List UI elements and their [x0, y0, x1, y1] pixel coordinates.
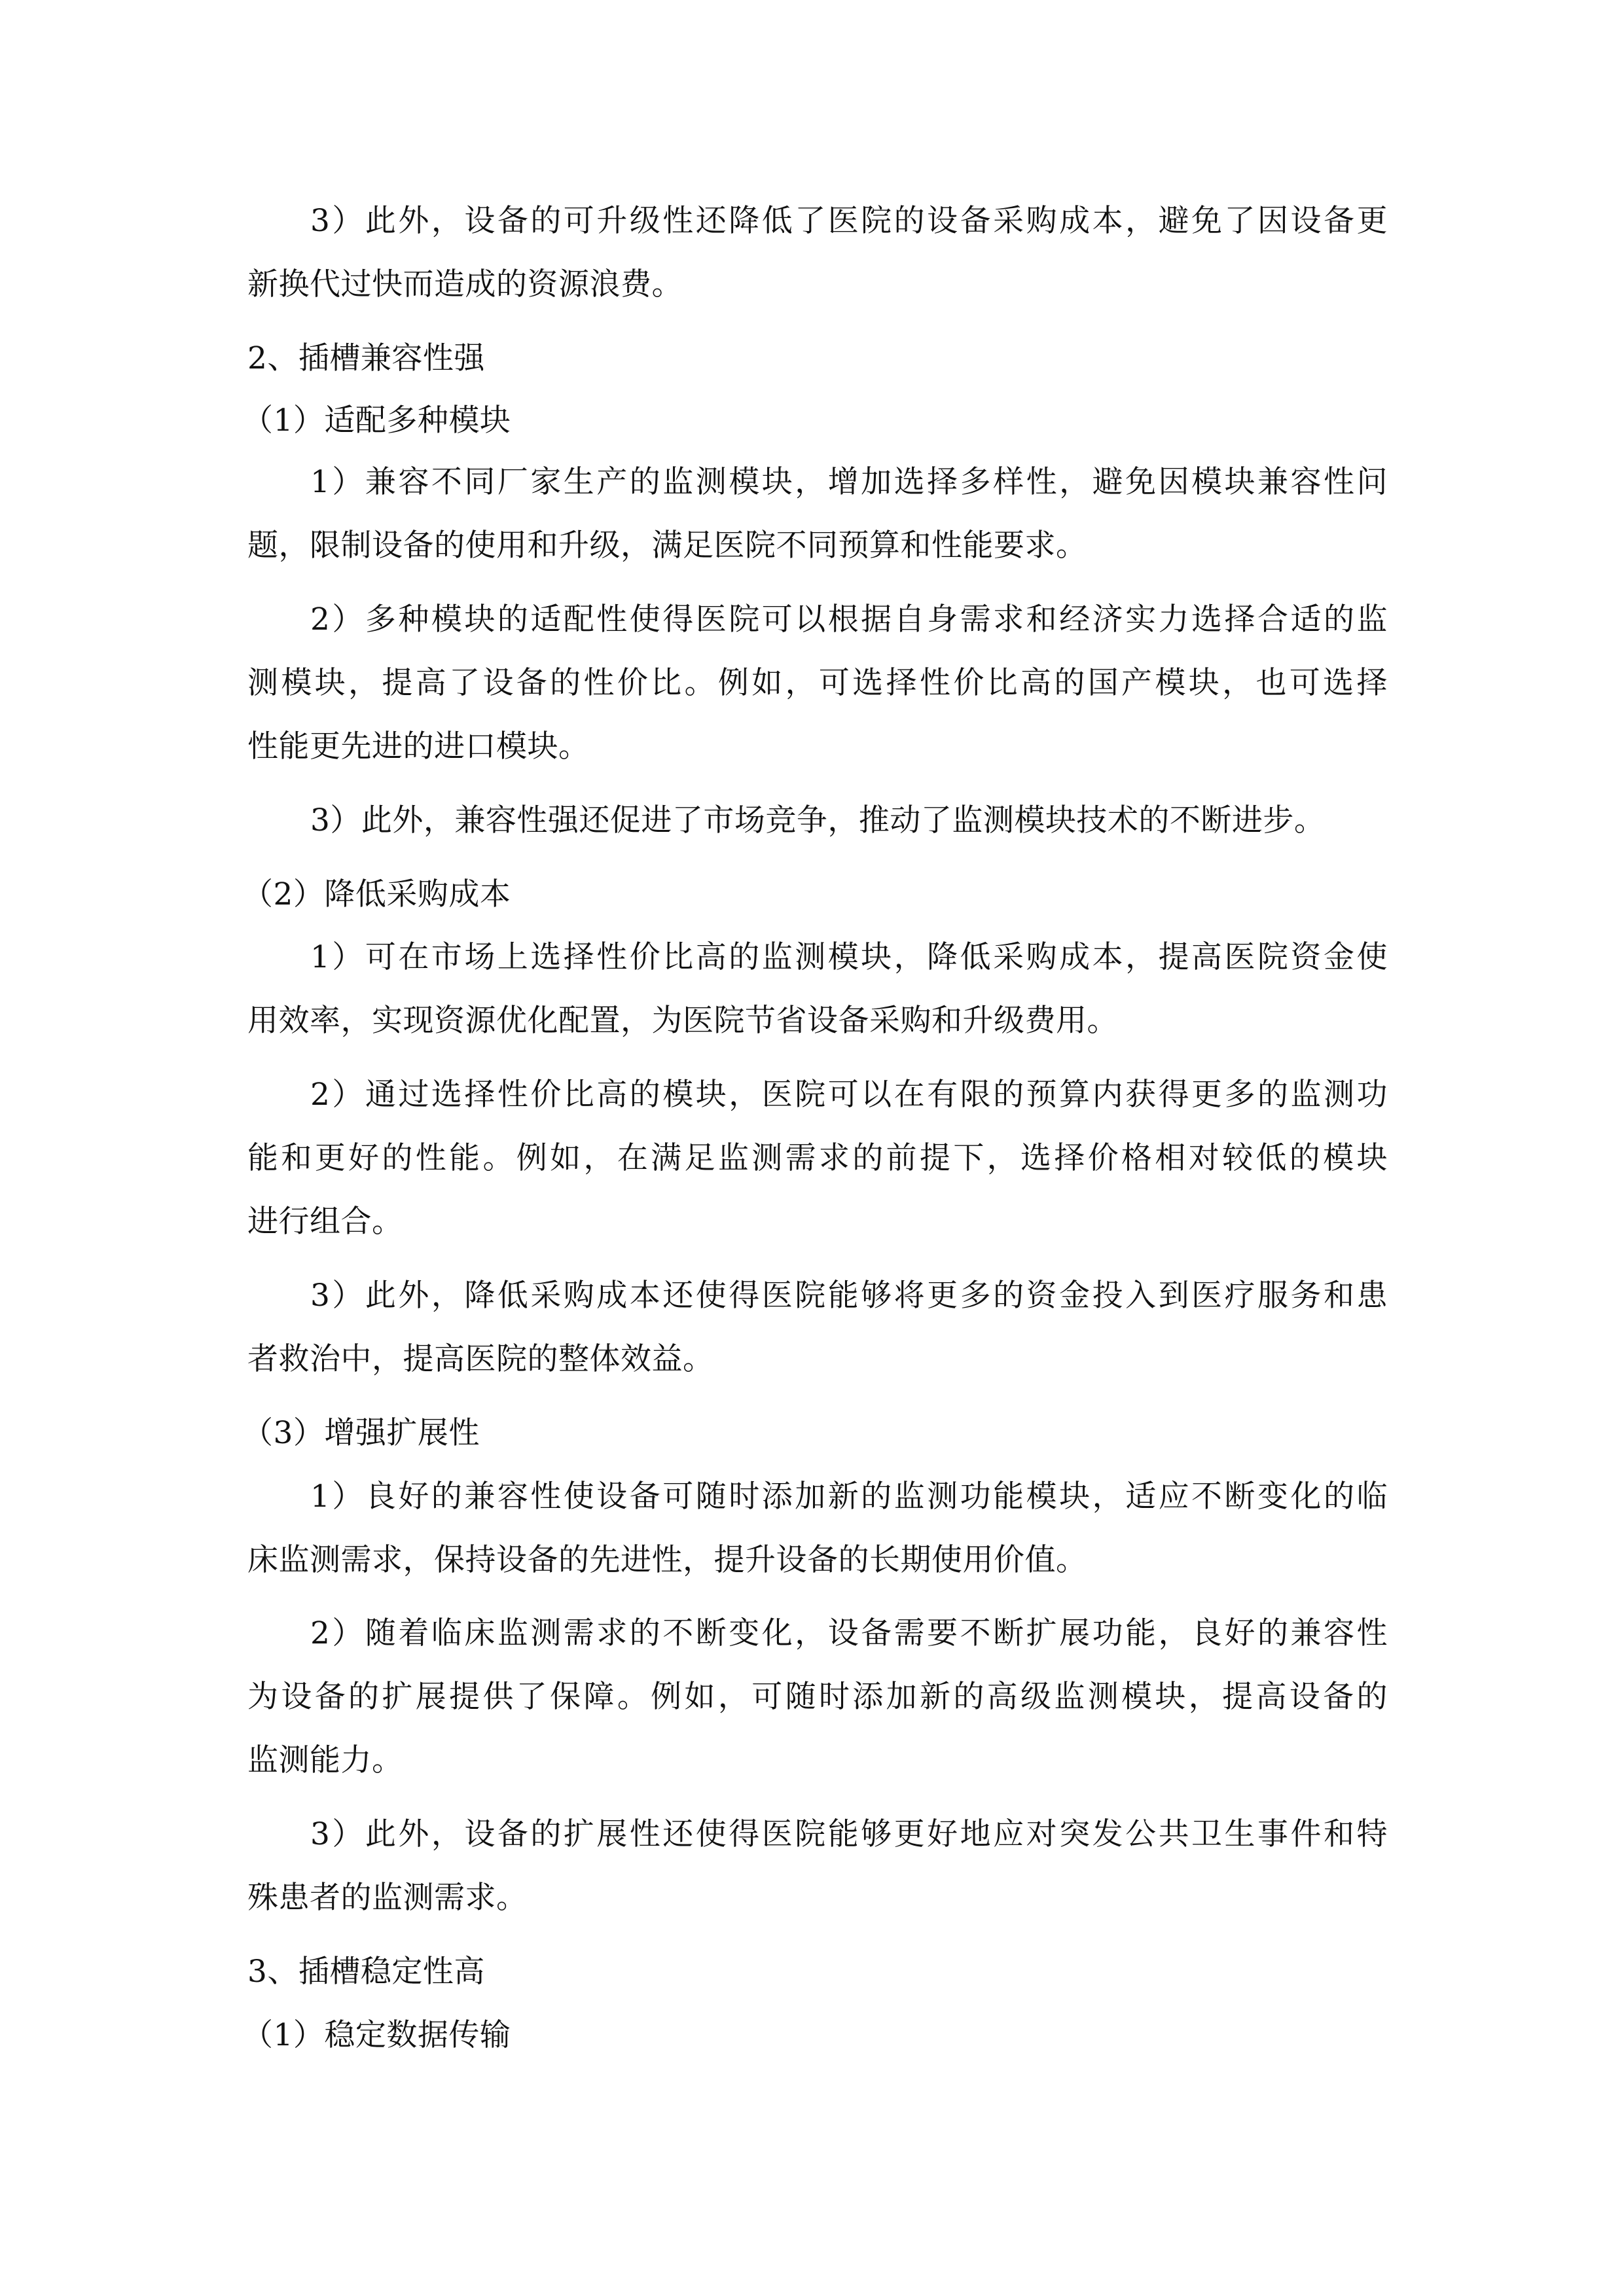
paragraph-line: 3）此外，降低采购成本还使得医院能够将更多的资金投入到医疗服务和患	[310, 1278, 1388, 1314]
paragraph-line: 2）通过选择性价比高的模块，医院可以在有限的预算内获得更多的监测功	[310, 1077, 1388, 1113]
subsection-heading-reduce-cost: （2）降低采购成本	[242, 876, 511, 912]
paragraph-line: 2）多种模块的适配性使得医院可以根据自身需求和经济实力选择合适的监	[310, 601, 1388, 637]
paragraph-line: 测模块，提高了设备的性价比。例如，可选择性价比高的国产模块，也可选择	[247, 665, 1388, 701]
paragraph-line: 新换代过快而造成的资源浪费。	[247, 266, 683, 302]
subsection-heading-extensibility: （3）增强扩展性	[242, 1415, 480, 1451]
paragraph-line: 1）良好的兼容性使设备可随时添加新的监测功能模块，适应不断变化的临	[310, 1479, 1388, 1515]
paragraph-line: 3）此外，兼容性强还促进了市场竞争，推动了监测模块技术的不断进步。	[310, 802, 1326, 838]
subsection-heading-stable-transmission: （1）稳定数据传输	[242, 2017, 511, 2053]
paragraph-line: 3）此外，设备的可升级性还降低了医院的设备采购成本，避免了因设备更	[310, 203, 1388, 239]
paragraph-line: 者救治中，提高医院的整体效益。	[247, 1341, 714, 1377]
paragraph-line: 3）此外，设备的扩展性还使得医院能够更好地应对突发公共卫生事件和特	[310, 1816, 1388, 1852]
paragraph-line: 1）可在市场上选择性价比高的监测模块，降低采购成本，提高医院资金使	[310, 939, 1388, 975]
paragraph-line: 床监测需求，保持设备的先进性，提升设备的长期使用价值。	[247, 1542, 1087, 1578]
paragraph-line: 用效率，实现资源优化配置，为医院节省设备采购和升级费用。	[247, 1003, 1118, 1039]
paragraph-line: 监测能力。	[247, 1742, 403, 1778]
subsection-heading-multi-module: （1）适配多种模块	[242, 403, 511, 439]
paragraph-line: 性能更先进的进口模块。	[247, 728, 590, 764]
paragraph-line: 能和更好的性能。例如，在满足监测需求的前提下，选择价格相对较低的模块	[247, 1140, 1388, 1176]
paragraph-line: 为设备的扩展提供了保障。例如，可随时添加新的高级监测模块，提高设备的	[247, 1679, 1388, 1715]
paragraph-line: 进行组合。	[247, 1204, 403, 1240]
paragraph-line: 2）随着临床监测需求的不断变化，设备需要不断扩展功能，良好的兼容性	[310, 1615, 1388, 1651]
section-heading-slot-compatibility: 2、插槽兼容性强	[247, 340, 485, 376]
paragraph-line: 1）兼容不同厂家生产的监测模块，增加选择多样性，避免因模块兼容性问	[310, 464, 1388, 500]
paragraph-line: 题，限制设备的使用和升级，满足医院不同预算和性能要求。	[247, 528, 1087, 564]
section-heading-slot-stability: 3、插槽稳定性高	[247, 1954, 485, 1990]
paragraph-line: 殊患者的监测需求。	[247, 1880, 528, 1916]
